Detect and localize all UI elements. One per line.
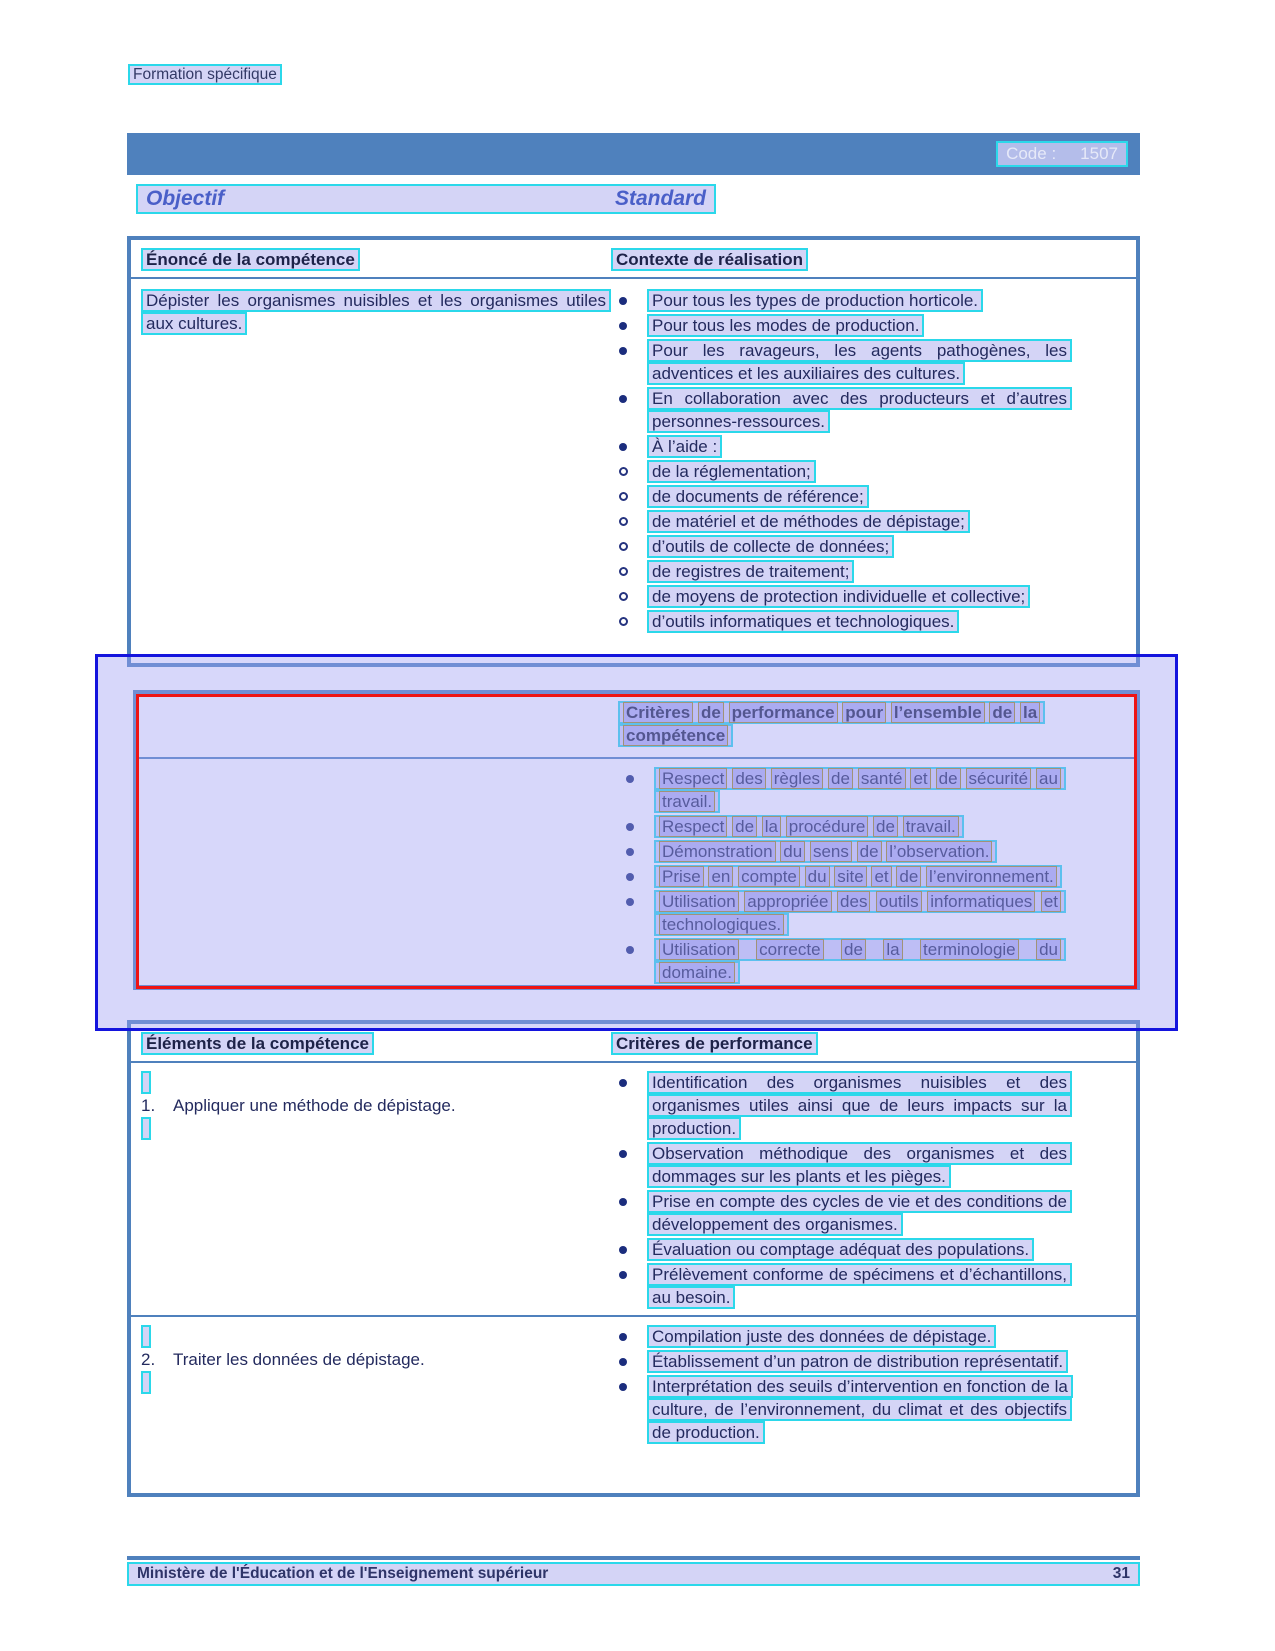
element-2: [141, 1325, 611, 1394]
sub-list-item-text: de la réglementation;: [647, 460, 816, 483]
elements-criteria-table: [127, 1020, 1140, 1497]
code-label: Code :: [1006, 144, 1057, 163]
list-item: [618, 840, 1071, 863]
sub-list-item-text: d’outils informatiques et technologiques.: [647, 610, 959, 633]
table-row-1: [131, 1063, 1136, 1315]
circle-bullet-icon: [611, 585, 647, 608]
criterion-text: Respect des règles de santé et de sécurité au travail.: [654, 767, 1066, 813]
ensemble-criteria-table: [133, 690, 1140, 990]
ensemble-criteria-list: [618, 767, 1071, 984]
footer-divider: [127, 1556, 1140, 1560]
list-item: [618, 890, 1071, 936]
ensemble-header-row: [138, 695, 1135, 755]
circle-bullet-icon: [611, 460, 647, 483]
standard-heading: Standard: [614, 187, 706, 210]
list-item: [611, 339, 1072, 385]
bullet-icon: [618, 938, 654, 984]
empty-cell: [138, 767, 618, 986]
col-header-enonce: Énoncé de la compétence: [141, 248, 360, 271]
list-item-text: À l’aide :: [647, 435, 722, 458]
element-1-number: 1.: [141, 1096, 156, 1115]
list-item-text: Pour tous les modes de production.: [647, 314, 924, 337]
criterion-text: Respect de la procédure de travail.: [654, 815, 964, 838]
sub-list-item: [611, 535, 1072, 558]
sub-list-item-text: de registres de traitement;: [647, 560, 854, 583]
list-item: [611, 1325, 1072, 1348]
footer-text: Ministère de l'Éducation et de l'Enseignement supérieur: [137, 1565, 549, 1582]
criteria-list-2: [611, 1325, 1072, 1444]
criterion-text: Compilation juste des données de dépistage.: [647, 1325, 996, 1348]
list-item: [611, 289, 1072, 312]
sub-list-item: [611, 560, 1072, 583]
criterion-text: Prélèvement conforme de spécimens et d’échantillons, au besoin.: [647, 1263, 1072, 1309]
bullet-icon: [611, 1071, 647, 1140]
table-body-row: [131, 279, 1136, 635]
document-title-bar: [127, 133, 1140, 175]
criterion-text: Prise en compte du site et de l’environnement.: [654, 865, 1062, 888]
table-header-row: [131, 240, 1136, 279]
list-item: [611, 1263, 1072, 1309]
sub-list-item: [611, 485, 1072, 508]
competence-context-table: [127, 236, 1140, 667]
element-1: [141, 1071, 611, 1140]
list-item: [618, 865, 1071, 888]
category-label-row: [128, 66, 282, 84]
list-item: [618, 938, 1071, 984]
ensemble-body-row: [138, 759, 1135, 986]
sub-list-item: [611, 460, 1072, 483]
element-2-text: Traiter les données de dépistage.: [173, 1350, 425, 1369]
bullet-icon: [611, 1190, 647, 1236]
col-header-elements: Éléments de la compétence: [141, 1032, 374, 1055]
list-item-text: Pour tous les types de production horticole.: [647, 289, 983, 312]
table-header-row: [131, 1024, 1136, 1063]
ensemble-header: Critères de performance pour l’ensemble de la compétence: [618, 701, 1045, 747]
criterion-text: Prise en compte des cycles de vie et des conditions de développement des organismes.: [647, 1190, 1072, 1236]
bullet-icon: [611, 1325, 647, 1348]
list-item: [618, 815, 1071, 838]
bullet-icon: [618, 890, 654, 936]
criterion-text: Évaluation ou comptage adéquat des populations.: [647, 1238, 1034, 1261]
code-value: 1507: [1080, 144, 1118, 163]
bullet-icon: [611, 289, 647, 312]
list-item: [618, 767, 1071, 813]
list-item: [611, 1350, 1072, 1373]
sub-list-item: [611, 510, 1072, 533]
circle-bullet-icon: [611, 610, 647, 633]
bullet-icon: [611, 339, 647, 385]
list-item: [611, 314, 1072, 337]
element-1-text: Appliquer une méthode de dépistage.: [173, 1096, 456, 1115]
sub-list-item-text: de matériel et de méthodes de dépistage;: [647, 510, 970, 533]
bullet-icon: [618, 815, 654, 838]
section-heading-row: [136, 184, 716, 214]
list-item: [611, 1142, 1072, 1188]
table-row-2: [131, 1315, 1136, 1450]
bullet-icon: [618, 865, 654, 888]
bullet-icon: [618, 767, 654, 813]
list-item: [611, 1071, 1072, 1140]
criterion-text: Identification des organismes nuisibles et des organismes utiles ainsi que de leurs impacts sur la production.: [647, 1071, 1072, 1140]
objectif-heading: Objectif: [146, 187, 225, 210]
sub-list-item-text: d’outils de collecte de données;: [647, 535, 894, 558]
col-header-criteres: Critères de performance: [611, 1032, 818, 1055]
list-item: [611, 435, 1072, 458]
bullet-icon: [618, 840, 654, 863]
circle-bullet-icon: [611, 560, 647, 583]
category-label: Formation spécifique: [128, 64, 282, 85]
criterion-text: Utilisation appropriée des outils informatiques et technologiques.: [654, 890, 1066, 936]
bullet-icon: [611, 1350, 647, 1373]
bullet-icon: [611, 314, 647, 337]
bullet-icon: [611, 387, 647, 433]
circle-bullet-icon: [611, 510, 647, 533]
circle-bullet-icon: [611, 485, 647, 508]
bullet-icon: [611, 1142, 647, 1188]
bullet-icon: [611, 435, 647, 458]
criterion-text: Établissement d’un patron de distribution représentatif.: [647, 1350, 1068, 1373]
col-header-contexte: Contexte de réalisation: [611, 248, 808, 271]
criterion-text: Démonstration du sens de l’observation.: [654, 840, 997, 863]
bullet-icon: [611, 1263, 647, 1309]
sub-list-item-text: de moyens de protection individuelle et collective;: [647, 585, 1030, 608]
bullet-icon: [611, 1238, 647, 1261]
bullet-icon: [611, 1375, 647, 1444]
list-item: [611, 387, 1072, 433]
sub-list-item: [611, 585, 1072, 608]
footer-page-number: 31: [1112, 1565, 1130, 1582]
sub-list-item: [611, 610, 1072, 633]
empty-cell: [138, 701, 618, 755]
code-badge: [996, 141, 1128, 167]
criteria-list-1: [611, 1071, 1072, 1309]
list-item-text: Pour les ravageurs, les agents pathogènes, les adventices et les auxiliaires des cultures.: [647, 339, 1072, 385]
contexte-list: [611, 289, 1072, 458]
list-item: [611, 1190, 1072, 1236]
element-2-number: 2.: [141, 1350, 156, 1369]
criterion-text: Observation méthodique des organismes et des dommages sur les plants et les pièges.: [647, 1142, 1072, 1188]
criterion-text: Utilisation correcte de la terminologie du domaine.: [654, 938, 1066, 984]
enonce-text: Dépister les organismes nuisibles et les organismes utiles aux cultures.: [141, 289, 611, 335]
circle-bullet-icon: [611, 535, 647, 558]
list-item-text: En collaboration avec des producteurs et d’autres personnes-ressources.: [647, 387, 1072, 433]
sub-list-item-text: de documents de référence;: [647, 485, 869, 508]
list-item: [611, 1375, 1072, 1444]
page-footer: [127, 1562, 1140, 1586]
criterion-text: Interprétation des seuils d’intervention en fonction de la culture, de l’environnement, du climat et des objectifs de production.: [647, 1375, 1073, 1444]
aide-sublist: [611, 460, 1072, 633]
list-item: [611, 1238, 1072, 1261]
